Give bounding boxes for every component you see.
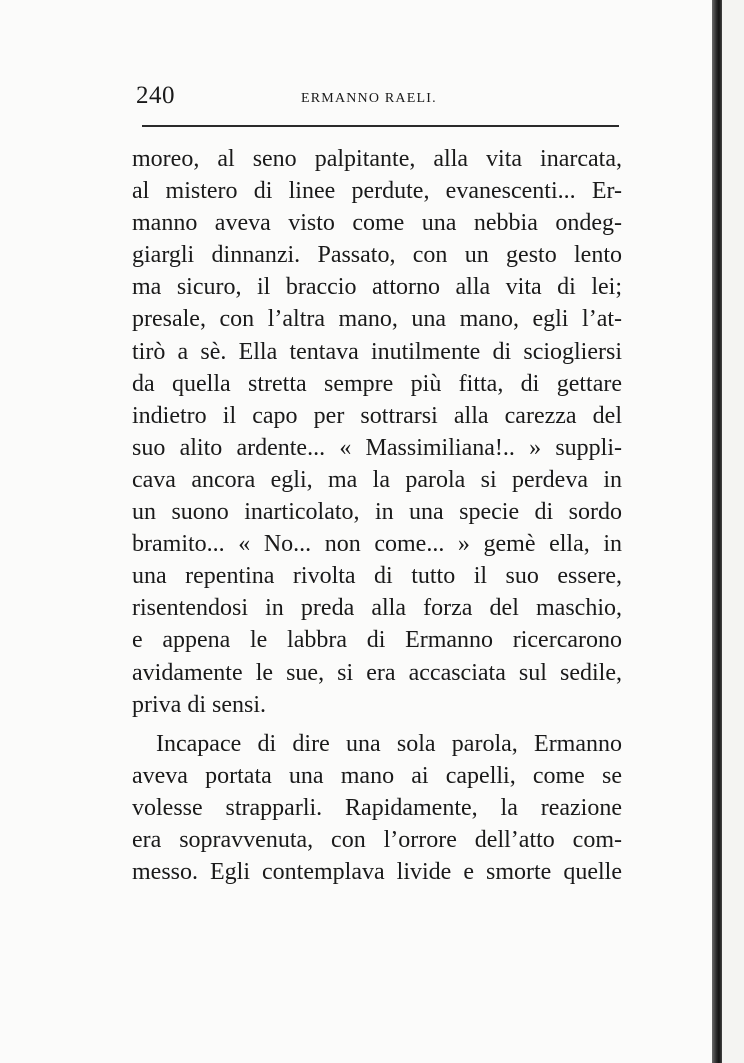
text-line: suo alito ardente... « Massimiliana!.. » suppli- [132, 434, 622, 461]
text-line: tirò a sè. Ella tentava inutilmente di sciogliersi [132, 338, 622, 365]
page-number: 240 [136, 82, 175, 109]
text-line: da quella stretta sempre più fitta, di gettare [132, 370, 622, 397]
page-binding-edge [712, 0, 722, 1063]
text-line: moreo, al seno palpitante, alla vita inarcata, [132, 146, 622, 172]
text-line: era sopravvenuta, con l’orrore dell’atto com- [132, 826, 622, 853]
text-line: messo. Egli contemplava livide e smorte quelle [132, 859, 622, 886]
text-line: giargli dinnanzi. Passato, con un gesto lento [132, 242, 622, 269]
text-line: manno aveva visto come una nebbia ondeg- [132, 210, 622, 237]
text-line: una repentina rivolta di tutto il suo essere, [132, 563, 622, 590]
body-text [132, 143, 622, 888]
text-line: Incapace di dire una sola parola, Ermanno [156, 730, 622, 757]
text-line: presale, con l’altra mano, una mano, egli l’at- [132, 306, 622, 333]
running-title: ERMANNO RAELI. [301, 91, 437, 106]
text-line: e appena le labbra di Ermanno ricercarono [132, 627, 622, 654]
paragraph-gap [132, 721, 622, 728]
text-line: risentendosi in preda alla forza del maschio, [132, 595, 622, 622]
page-header [136, 80, 620, 120]
page-outer-margin [722, 0, 744, 1063]
text-line: bramito... « No... non come... » gemè ella, in [132, 531, 622, 558]
text-line: un suono inarticolato, in una specie di sordo [132, 499, 622, 526]
text-line: indietro il capo per sottrarsi alla carezza del [132, 402, 622, 429]
text-line: ma sicuro, il braccio attorno alla vita di lei; [132, 274, 622, 301]
text-line: priva di sensi. [132, 691, 266, 718]
text-line: avidamente le sue, si era accasciata sul sedile, [132, 659, 622, 686]
text-line: cava ancora egli, ma la parola si perdeva in [132, 466, 622, 493]
paragraph-1 [132, 143, 622, 721]
paragraph-2 [132, 728, 622, 888]
text-line: al mistero di linee perdute, evanescenti... Er- [132, 178, 622, 205]
text-line: volesse strapparli. Rapidamente, la reazione [132, 794, 622, 821]
header-rule [142, 125, 619, 127]
text-line: aveva portata una mano ai capelli, come se [132, 762, 622, 789]
